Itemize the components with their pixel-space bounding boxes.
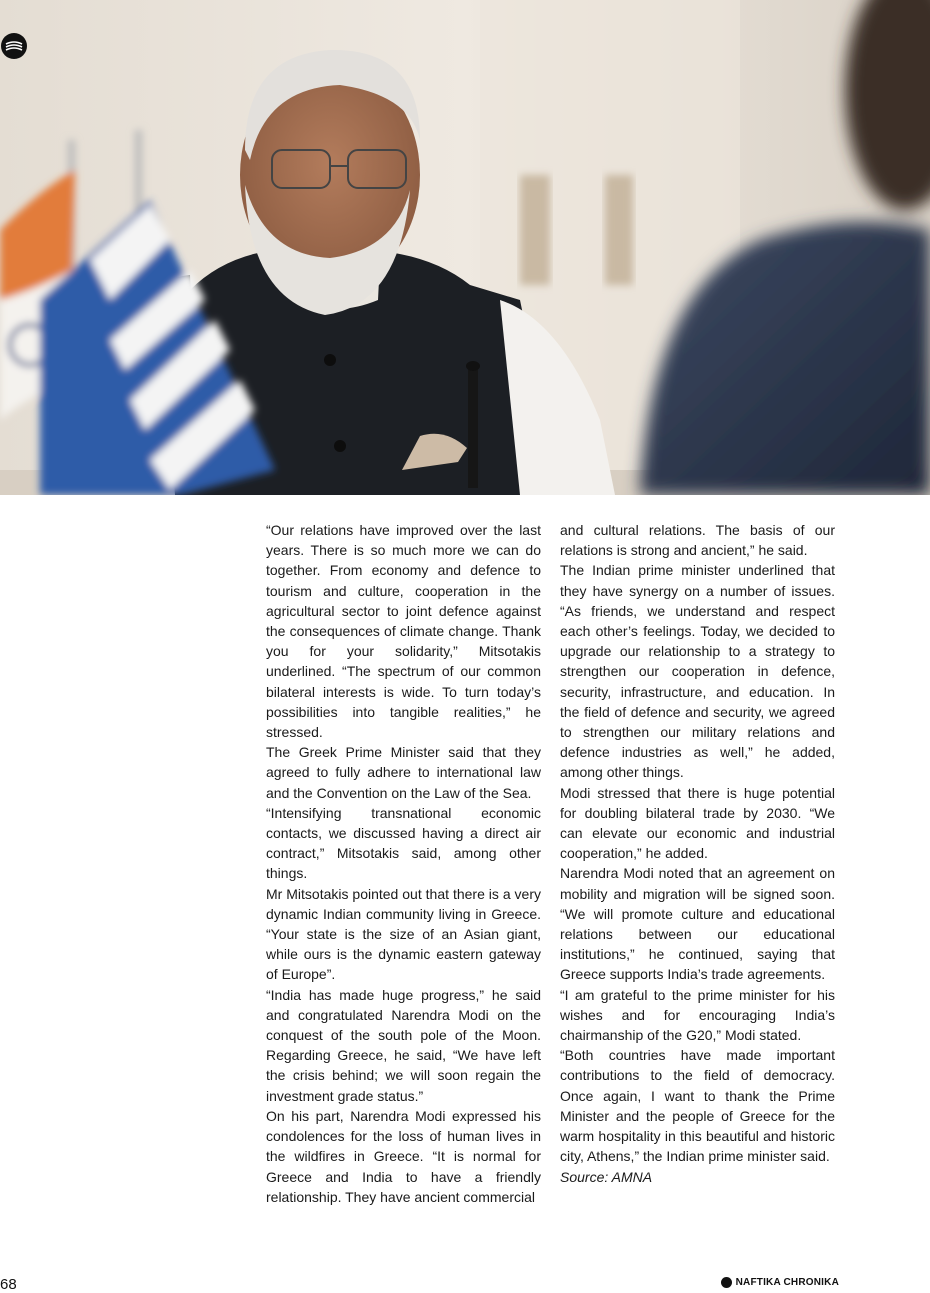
publication-logo-icon bbox=[721, 1277, 732, 1288]
paragraph: “Intensifying transnational economic contacts, we discussed having a direct air contract,” Mitsotakis said, among other things. bbox=[266, 804, 541, 882]
paragraph: On his part, Narendra Modi expressed his condolences for the loss of human lives in the wildfires in Greece. “It is normal for Greece and India to have a friendly relationship. They have ancient commercial bbox=[266, 1107, 541, 1205]
paragraph: The Indian prime minister underlined that they have synergy on a number of issues. “As friends, we understand and respect each other’s feelings. Today, we decided to upgrade our relationship to a strategy to strengthen our cooperation in defence, security, infrastructure, and education. In the field of defence and security, we agreed to strengthen our military relations and defence industries as well,” he added, among other things. bbox=[560, 562, 835, 781]
publication-footer bbox=[721, 1277, 839, 1288]
meeting-photo-illustration bbox=[0, 0, 930, 495]
page-number: 68 bbox=[0, 1276, 17, 1293]
paragraph: “India has made huge progress,” he said and congratulated Narendra Modi on the conquest of the south pole of the Moon. Regarding Greece, he said, “We have left the crisis behind; we will soon regain the investment grade status.” bbox=[266, 986, 541, 1104]
article-source: Source: AMNA bbox=[560, 1168, 653, 1185]
article-photo bbox=[0, 0, 930, 495]
paragraph: “Both countries have made important contributions to the field of democracy. Once again, I want to thank the Prime Minister and the people of Greece for the warm hospitality in this beautiful and historic city, Athens,” the Indian prime minister said. bbox=[560, 1047, 835, 1165]
paragraph: “Our relations have improved over the last years. There is so much more we can do together. From economy and defence to tourism and culture, cooperation in the agricultural sector to joint defence against the consequences of climate change. Thank you for your solidarity,” Mitsotakis underlined. “The spectrum of our common bilateral interests is wide. To turn today’s possibilities into tangible realities,” he stressed. bbox=[266, 522, 541, 741]
paragraph: Narendra Modi noted that an agreement on mobility and migration will be signed soon. “We will promote culture and educational relations between our educational institutions,” he continued, saying that Greece supports India’s trade agreements. bbox=[560, 865, 835, 983]
paragraph: The Greek Prime Minister said that they agreed to fully adhere to international law and the Convention on the Law of the Sea. bbox=[266, 744, 541, 801]
article-column-right bbox=[560, 520, 835, 1187]
paragraph: Mr Mitsotakis pointed out that there is a very dynamic Indian community living in Greece. “Your state is the size of an Asian giant, while ours is the dynamic eastern gateway of Europe”. bbox=[266, 885, 541, 983]
publication-logo-icon bbox=[1, 33, 27, 59]
article-column-left bbox=[266, 520, 541, 1207]
paragraph: “I am grateful to the prime minister for his wishes and for encouraging India’s chairmanship of the G20,” Modi stated. bbox=[560, 986, 835, 1044]
paragraph: and cultural relations. The basis of our relations is strong and ancient,” he said. bbox=[560, 522, 835, 559]
paragraph: Modi stressed that there is huge potential for doubling bilateral trade by 2030. “We can elevate our economic and industrial cooperation,” he added. bbox=[560, 784, 835, 862]
publication-name: NAFTIKA CHRONIKA bbox=[735, 1277, 839, 1288]
